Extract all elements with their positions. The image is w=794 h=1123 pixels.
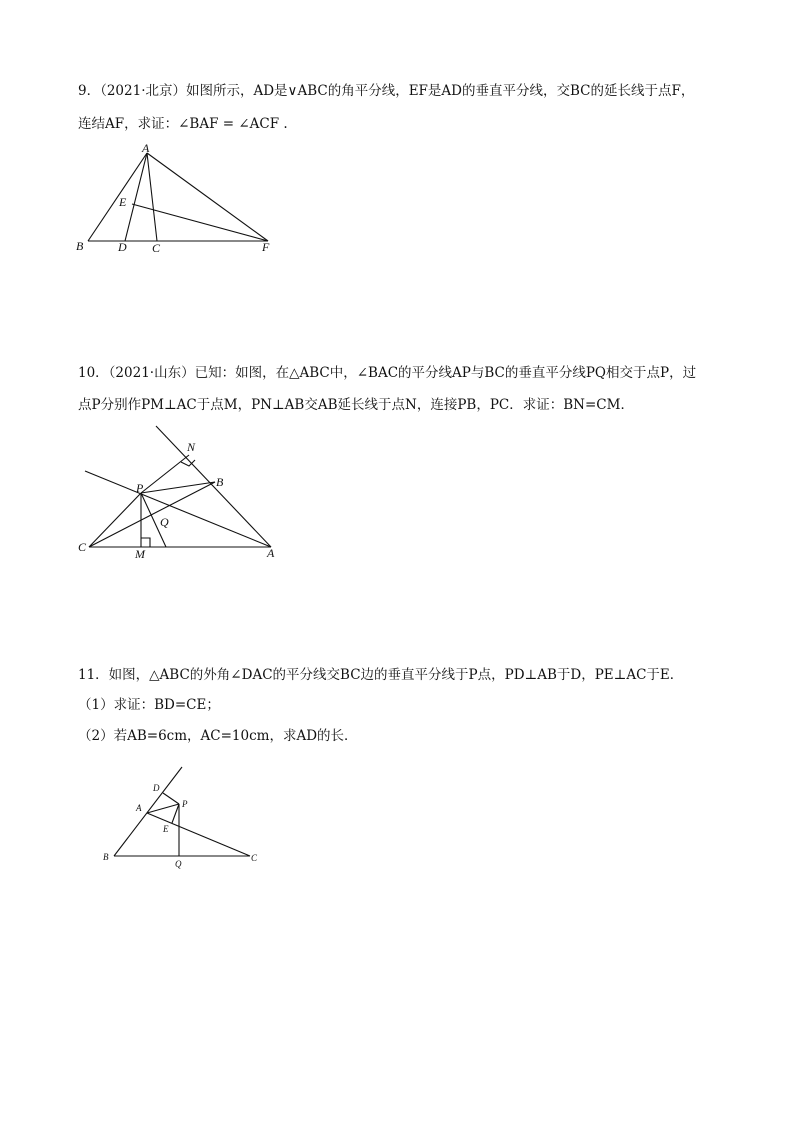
- label-F: F: [262, 240, 270, 254]
- problem-11-line-2: （1）求证：BD=CE；: [78, 697, 220, 713]
- label-A: A: [136, 803, 142, 813]
- label-C: C: [78, 540, 87, 554]
- label-P: P: [182, 799, 188, 809]
- label-B: B: [216, 475, 224, 489]
- label-B: B: [103, 852, 109, 862]
- label-A: A: [142, 141, 150, 155]
- problem-9-figure: [70, 140, 290, 260]
- label-P: P: [136, 481, 144, 495]
- label-E: E: [163, 824, 169, 834]
- problem-10-line-1: 10．（2021·山东）已知：如图，在△ABC中，∠BAC的平分线AP与BC的垂直平分线PQ相交于点P，过: [78, 365, 697, 381]
- label-N: N: [187, 440, 196, 454]
- label-C: C: [251, 853, 258, 863]
- problem-11-line-1: 11．如图，△ABC的外角∠DAC的平分线交BC边的垂直平分线于P点，PD⊥AB于D，PE⊥AC于E．: [78, 667, 684, 683]
- label-A: A: [267, 546, 275, 560]
- label-E: E: [119, 195, 127, 209]
- label-Q: Q: [160, 515, 169, 529]
- label-M: M: [135, 547, 145, 561]
- label-B: B: [76, 239, 84, 253]
- problem-10-figure: [70, 420, 290, 565]
- label-Q: Q: [175, 859, 182, 869]
- problem-9-line-2: 连结AF，求证：∠BAF = ∠ACF .: [78, 116, 288, 132]
- problem-9-line-1: 9．（2021·北京）如图所示，AD是∨ABC的角平分线，EF是AD的垂直平分线，交BC的延长线于点F，: [78, 83, 695, 99]
- label-D: D: [153, 783, 160, 793]
- problem-11-line-3: （2）若AB=6cm，AC=10cm，求AD的长．: [78, 728, 358, 744]
- problem-10-line-2: 点P分别作PM⊥AC于点M，PN⊥AB交AB延长线于点N，连接PB，PC．求证：BN=CM．: [78, 397, 634, 413]
- label-D: D: [118, 240, 127, 254]
- label-C: C: [152, 241, 161, 255]
- problem-11-figure: [95, 760, 275, 875]
